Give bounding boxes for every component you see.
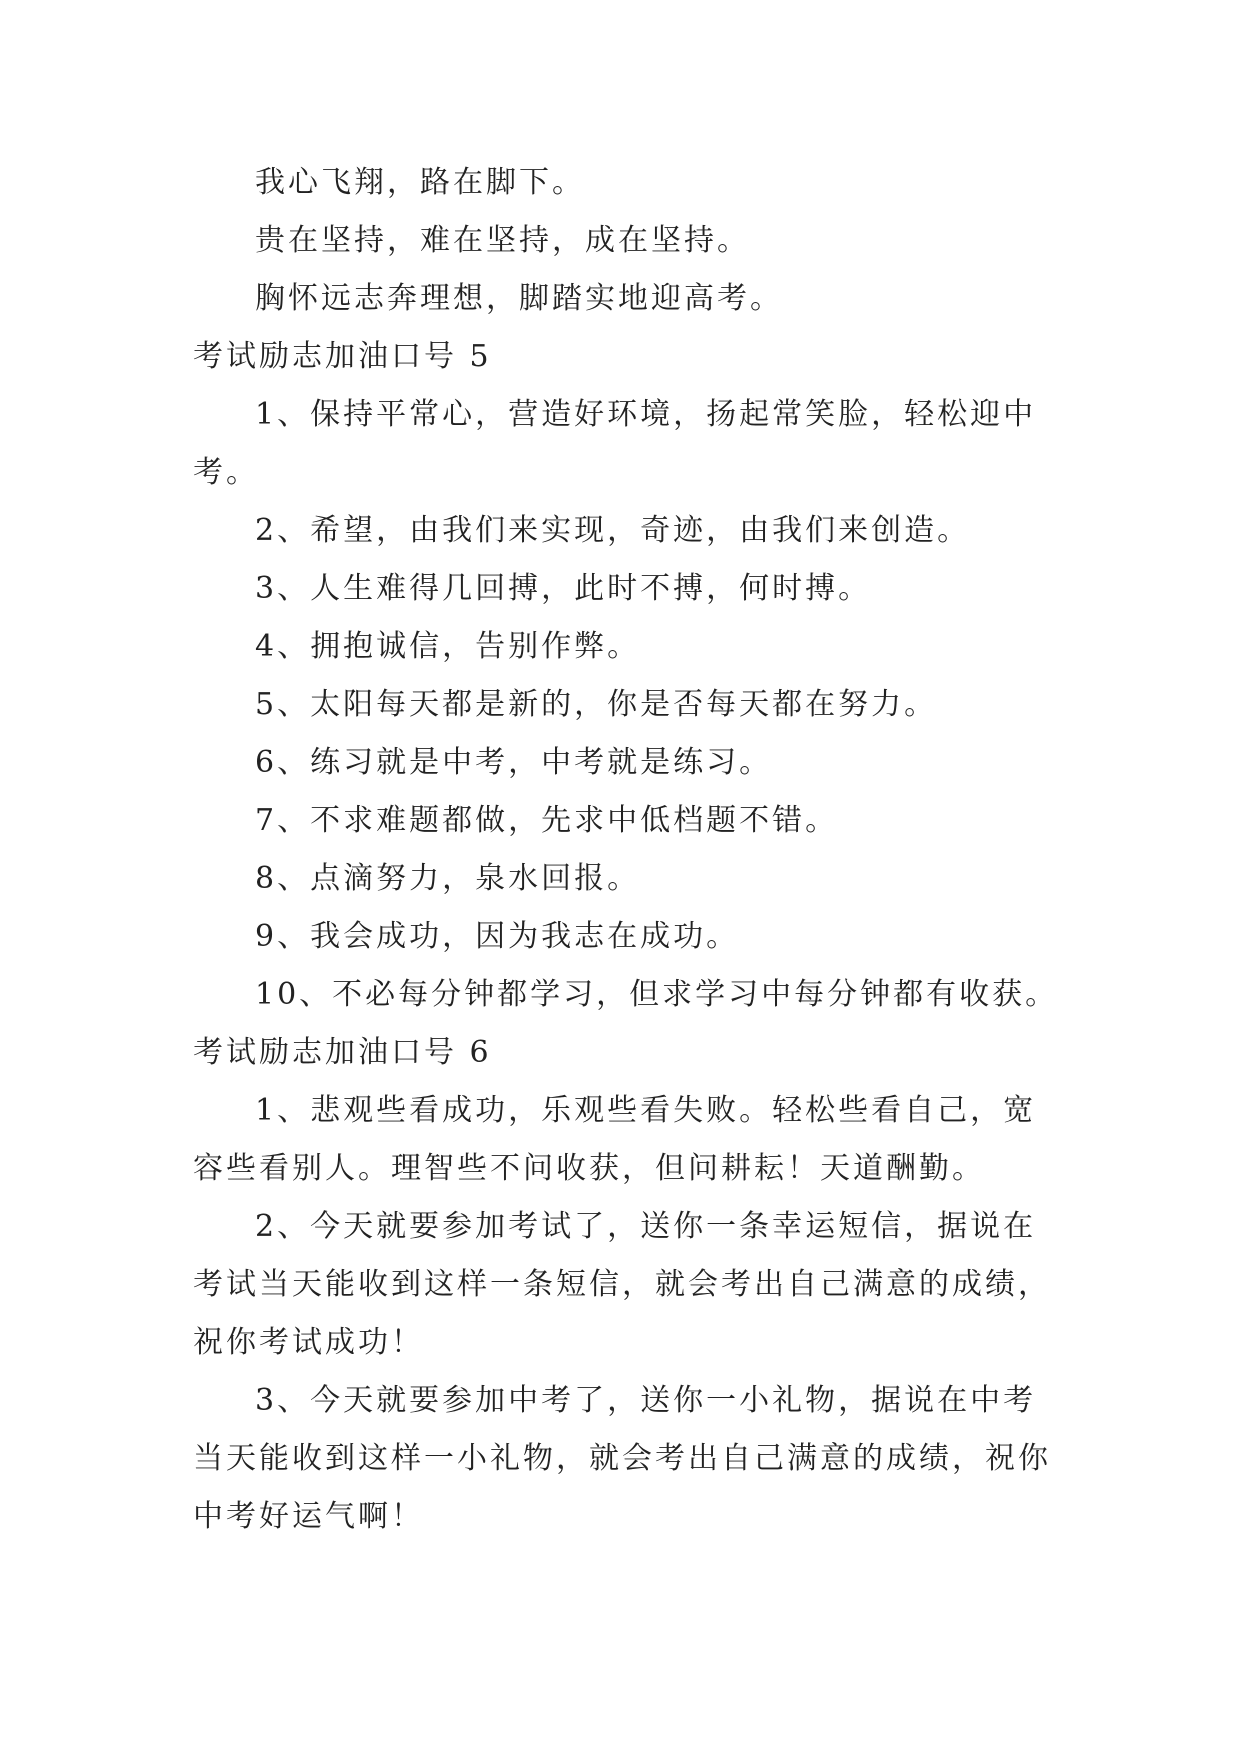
section-6-item-1-line-2: 容些看别人。理智些不问收获，但问耕耘！天道酬勤。 xyxy=(193,1151,985,1186)
section-6-item-1-line-1: 1、悲观些看成功，乐观些看失败。轻松些看自己，宽 xyxy=(255,1093,1037,1128)
intro-line-2: 贵在坚持，难在坚持，成在坚持。 xyxy=(255,223,750,258)
section-6-heading: 考试励志加油口号 6 xyxy=(193,1035,492,1070)
intro-line-1: 我心飞翔，路在脚下。 xyxy=(255,165,585,200)
intro-line-3: 胸怀远志奔理想，脚踏实地迎高考。 xyxy=(255,281,783,316)
section-6-item-2-line-1: 2、今天就要参加考试了，送你一条幸运短信，据说在 xyxy=(255,1209,1037,1244)
section-6-item-3-line-1: 3、今天就要参加中考了，送你一小礼物，据说在中考 xyxy=(255,1383,1037,1418)
section-6-item-3-line-2: 当天能收到这样一小礼物，就会考出自己满意的成绩，祝你 xyxy=(193,1441,1051,1476)
section-5-item-6: 6、练习就是中考，中考就是练习。 xyxy=(255,745,773,780)
section-5-item-5: 5、太阳每天都是新的，你是否每天都在努力。 xyxy=(255,687,938,722)
section-6-item-2-line-2: 考试当天能收到这样一条短信，就会考出自己满意的成绩， xyxy=(193,1267,1051,1302)
section-5-item-9: 9、我会成功，因为我志在成功。 xyxy=(255,919,740,954)
section-5-item-1-line-2: 考。 xyxy=(193,455,259,490)
section-6-item-3-line-3: 中考好运气啊！ xyxy=(193,1499,424,1534)
section-5-item-7: 7、不求难题都做，先求中低档题不错。 xyxy=(255,803,839,838)
section-5-heading: 考试励志加油口号 5 xyxy=(193,339,492,374)
section-5-item-2: 2、希望，由我们来实现，奇迹，由我们来创造。 xyxy=(255,513,971,548)
section-5-item-4: 4、拥抱诚信，告别作弊。 xyxy=(255,629,641,664)
section-5-item-8: 8、点滴努力，泉水回报。 xyxy=(255,861,641,896)
section-5-item-1-line-1: 1、保持平常心，营造好环境，扬起常笑脸，轻松迎中 xyxy=(255,397,1037,432)
section-5-item-10: 10、不必每分钟都学习，但求学习中每分钟都有收获。 xyxy=(255,977,1059,1012)
section-6-item-2-line-3: 祝你考试成功！ xyxy=(193,1325,424,1360)
document-body xyxy=(193,154,1059,1546)
section-5-item-3: 3、人生难得几回搏，此时不搏，何时搏。 xyxy=(255,571,872,606)
